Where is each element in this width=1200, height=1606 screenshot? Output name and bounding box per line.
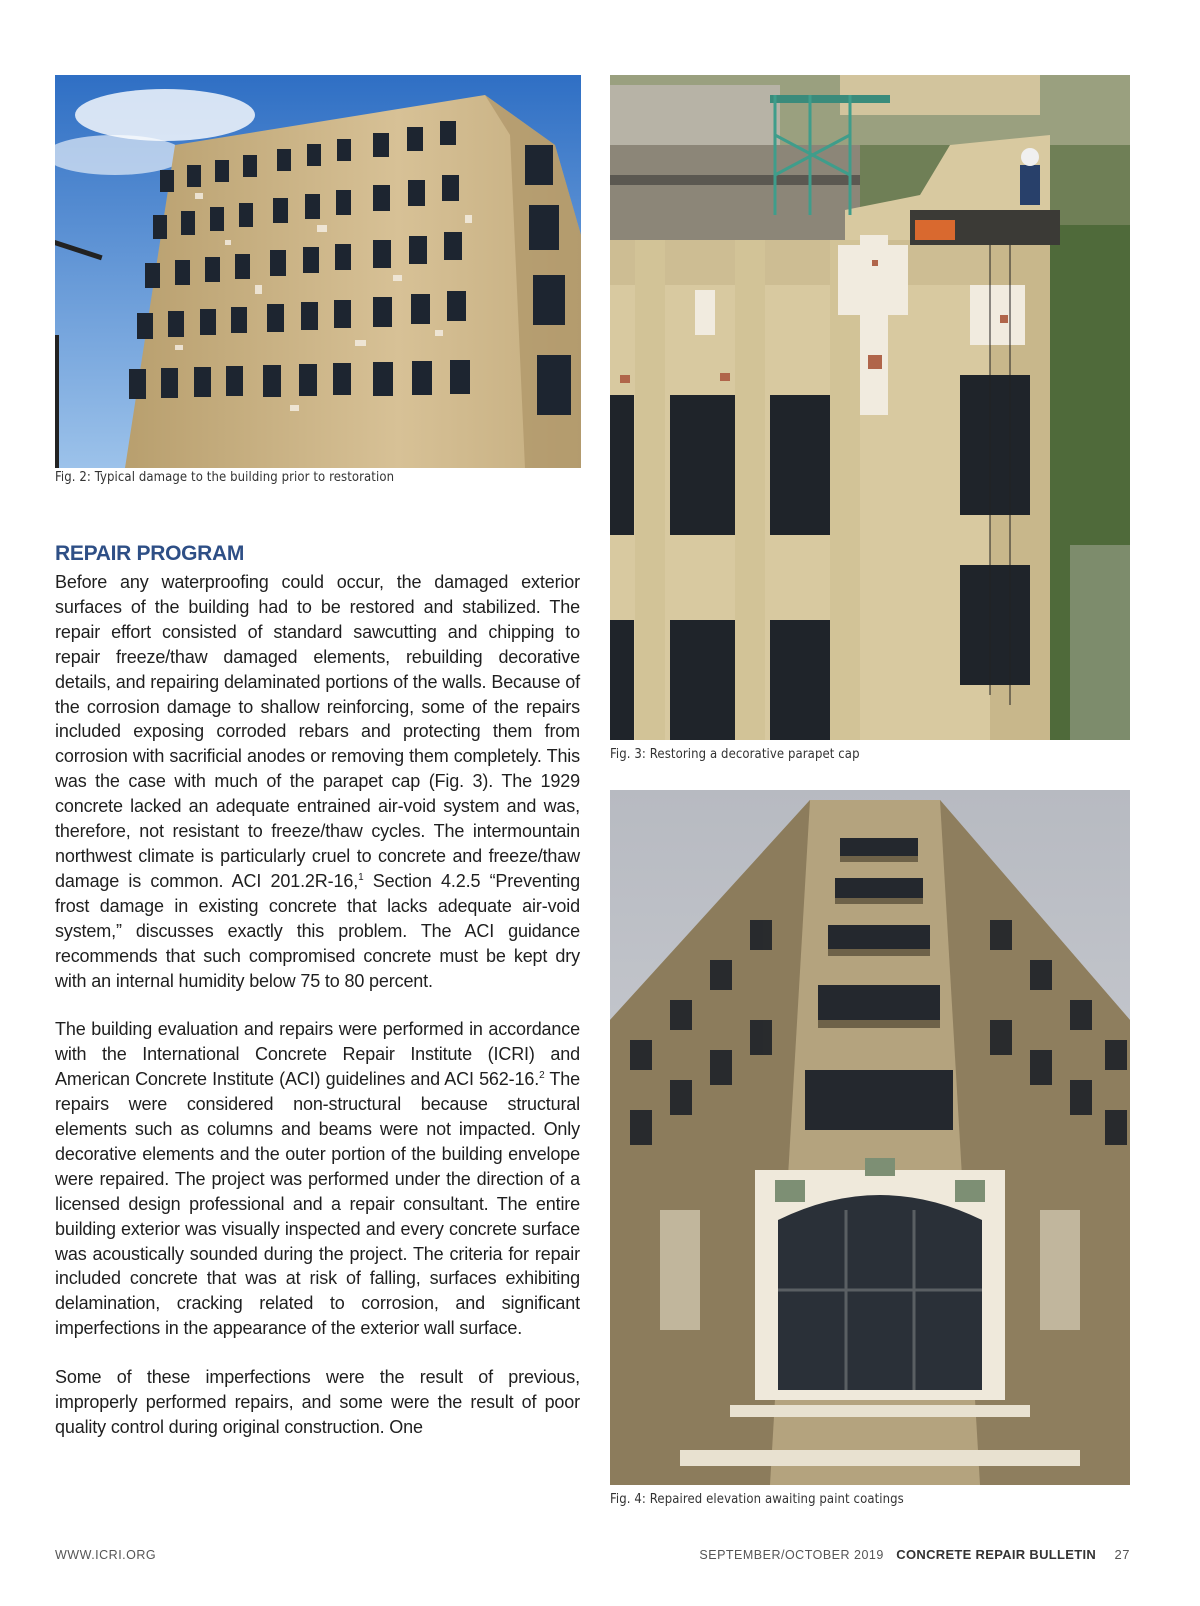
- paragraph-2-text-b: The repairs were considered non-structural because structural elements such as columns and beams were not impacted. Only decorative elements and the outer portion of the building envelope were repaired. The project was performed under the direction of a licensed design professional and a repair consultant. The entire building exterior was visually inspected and every concrete surface was acoustically sounded during the project. The criteria for repair included concrete that was at risk of falling, surfaces exhibiting delamination, cracking related to corrosion, and significant imperfections in the appearance of the exterior wall surface.: [55, 1069, 580, 1339]
- paragraph-1-text-a: Before any waterproofing could occur, the damaged exterior surfaces of the building had to be restored and stabilized. The repair effort consisted of standard sawcutting and chipping to repair freeze/thaw damaged elements, rebuilding decorative details, and repairing delaminated portions of the walls. Because of the corrosion damage to shallow reinforcing, some of the repairs included exposing corroded rebars and protecting them from corrosion with sacrificial anodes or removing them completely. This was the case with much of the parapet cap (Fig. 3). The 1929 concrete lacked an adequate entrained air-void system and was, therefore, not resistant to freeze/thaw cycles. The intermountain northwest climate is particularly cruel to concrete and freeze/thaw damage is common. ACI 201.2R-16,: [55, 572, 580, 891]
- page-number: 27: [1114, 1547, 1130, 1562]
- reference-1: 1: [358, 871, 364, 883]
- paragraph-2: [55, 1017, 580, 1341]
- reference-2: 2: [539, 1070, 545, 1082]
- fig2-caption: Fig. 2: Typical damage to the building prior to restoration: [55, 470, 395, 485]
- footer-right: [699, 1546, 1130, 1564]
- article-body: [55, 570, 580, 1440]
- fig4-photo: [610, 790, 1130, 1485]
- fig3-photo: [610, 75, 1130, 740]
- paragraph-3: Some of these imperfections were the result of previous, improperly performed repairs, and some were the result of poor quality control during original construction. One: [55, 1367, 580, 1437]
- footer-issue: SEPTEMBER/OCTOBER 2019: [699, 1548, 884, 1562]
- fig4-caption: Fig. 4: Repaired elevation awaiting paint coatings: [610, 1492, 904, 1507]
- paragraph-1: [55, 570, 580, 993]
- fig3-caption: Fig. 3: Restoring a decorative parapet cap: [610, 747, 860, 762]
- paragraph-2-text-a: The building evaluation and repairs were performed in accordance with the International Concrete Repair Institute (ICRI) and American Concrete Institute (ACI) guidelines and ACI 562-16.: [55, 1019, 580, 1090]
- paragraph-1-text-b: Section 4.2.5 “Preventing frost damage in existing concrete that lacks adequate air-void system,” discusses exactly this problem. The ACI guidance recommends that such compromised concrete must be kept dry with an internal humidity below 75 to 80 percent.: [55, 870, 580, 991]
- footer-publication: CONCRETE REPAIR BULLETIN: [896, 1547, 1097, 1562]
- fig2-photo: [55, 75, 581, 468]
- footer-website[interactable]: WWW.ICRI.ORG: [55, 1548, 157, 1562]
- section-heading: REPAIR PROGRAM: [55, 542, 245, 565]
